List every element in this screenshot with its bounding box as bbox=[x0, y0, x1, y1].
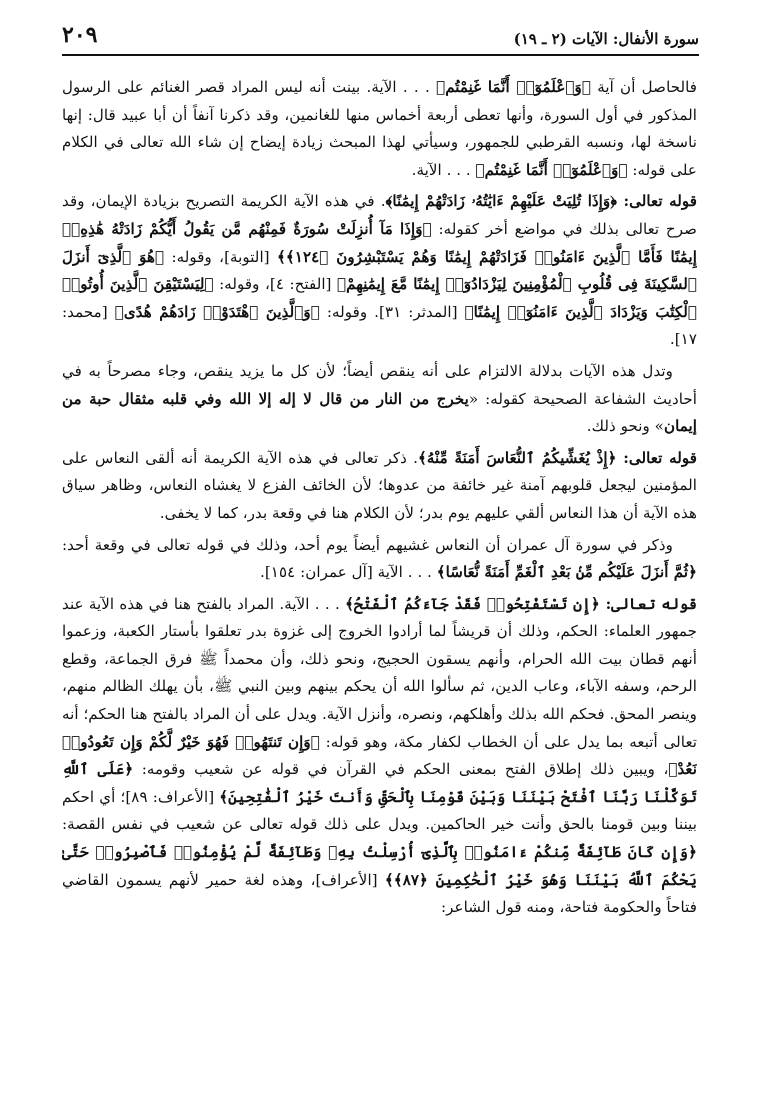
body-text: وذكر في سورة آل عمران أن النعاس غشيهم أيضاً يوم أحد، وذلك في قوله تعالى في وقعة أحد: bbox=[62, 535, 673, 554]
quran-quote: ﴿وَإِن كَانَ طَآئِفَةٌ مِّنكُمْ ءَامَنُوا۟ بِٱلَّذِىٓ أُرْسِلْتُ بِهِۦ وَطَآئِفَةٌ لَّمْ يُؤْمِنُوا۟ فَٱصْبِرُوا۟ حَتَّىٰ يَحْكُمَ ٱللَّهُ بَيْنَنَا وَهُوَ خَيْرُ ٱلْحَٰكِمِينَ ﴿٨٧﴾﴾ bbox=[62, 843, 697, 889]
body-text: . ذكر تعالى في هذه الآية الكريمة أنه ألقى النعاس على المؤمنين ليجعل قلوبهم آمنة غير خائفة من عدوها؛ لأن الخائف الفزع لا يغشاه النعاس، وظاهر سياق هذه الآية أن هذا النعاس ألقي عليهم يوم بدر؛ لأن الكلام هنا في وقعة بدر، كما لا يخفى. bbox=[62, 448, 697, 522]
page-number: ٢٠٩ bbox=[62, 22, 98, 48]
body-text: . . . الآية. bbox=[411, 160, 476, 179]
quran-quote: ﴿وَٱعْلَمُوٓا۟ أَنَّمَا غَنِمْتُم﴾ bbox=[436, 78, 591, 96]
quran-quote: ﴿لِيَسْتَيْقِنَ ٱلَّذِينَ أُوتُوا۟ ٱلْكِتَٰبَ وَيَزْدَادَ ٱلَّذِينَ ءَامَنُوٓا۟ إِيمَٰنًا﴾ bbox=[62, 275, 697, 321]
quran-quote: ﴿ثُمَّ أَنزَلَ عَلَيْكُم مِّنۢ بَعْدِ ٱلْغَمِّ أَمَنَةً نُّعَاسًا﴾ bbox=[436, 563, 697, 582]
body-text: فالحاصل أن آية bbox=[590, 78, 697, 96]
verse-heading: قوله تعالى: bbox=[616, 192, 697, 211]
paragraph bbox=[62, 445, 697, 528]
page-header bbox=[62, 20, 699, 56]
body-text: [الأعراف]، وهذه لغة حمير لأنهم يسمون القاضي فتاحاً والحكومة فتاحة، ومنه قول الشاعر: bbox=[62, 870, 697, 917]
body-text: [الأعراف: ٨٩]؛ أي احكم بيننا وبين قومنا بالحق وأنت خير الحاكمين. ويدل على ذلك قوله تعالى عن شعيب في نفس القصة: bbox=[62, 787, 697, 834]
running-title: سورة الأنفال: الآيات (٢ ـ ١٩) bbox=[513, 30, 699, 48]
quran-quote: ﴿وَٱعْلَمُوٓا۟ أَنَّمَا غَنِمْتُم﴾ bbox=[475, 160, 628, 179]
body-text: وتدل هذه الآيات بدلالة الالتزام على أنه ينقص أيضاً؛ لأن كل ما يزيد ينقص، وجاء مصرحاً به في أحاديث الشفاعة الصحيحة كقوله: « bbox=[62, 361, 697, 408]
paragraph bbox=[62, 74, 697, 184]
quran-quote: ﴿وَٱلَّذِينَ ٱهْتَدَوْا۟ زَادَهُمْ هُدًى﴾ bbox=[114, 302, 320, 321]
body-text: [التوبة]، وقوله: bbox=[164, 247, 277, 266]
hadith-quote: يخرج من النار من قال لا إله إلا الله وفي قلبه مثقال حبة من إيمان bbox=[62, 389, 697, 436]
body-text: » ونحو ذلك. bbox=[586, 417, 664, 436]
quran-quote: ﴿وَإِن تَنتَهُوا۟ فَهُوَ خَيْرٌ لَّكُمْ وَإِن تَعُودُوا۟ نَعُدْ﴾ bbox=[62, 732, 697, 779]
quran-quote: ﴿وَإِذَا تُلِيَتْ عَلَيْهِمْ ءَايَٰتُهُۥ زَادَتْهُمْ إِيمَٰنًا﴾ bbox=[385, 192, 617, 211]
quran-quote: ﴿عَلَى ٱللَّهِ تَوَكَّلْنَا رَبَّنَا ٱفْتَحْ بَيْنَنَا وَبَيْنَ قَوْمِنَا بِٱلْحَقِّ وَأَنتَ خَيْرُ ٱلْفَٰتِحِينَ﴾ bbox=[62, 760, 697, 806]
quran-quote: ﴿وَإِذَا مَآ أُنزِلَتْ سُورَةٌ فَمِنْهُم مَّن يَقُولُ أَيُّكُمْ زَادَتْهُ هَٰذِهِۦٓ إِيمَٰنًا فَأَمَّا ٱلَّذِينَ ءَامَنُوا۟ فَزَادَتْهُمْ إِيمَٰنًا وَهُمْ يَسْتَبْشِرُونَ ﴿١٢٤﴾﴾ bbox=[62, 219, 697, 266]
body-text: . . . الآية. بينت أنه ليس المراد قصر الغنائم على الرسول المذكور في أول السورة، وأنها تعطى أربعة أخماس منها للغانمين، وقد ذكرنا آنفاً أن أبا عبيد قال: إنها ناسخة لها، ونسبه القرطبي للجمهور، وسيأتي لهذا المبحث زيادة إيضاح إن شاء الله تعالى في الكلام على قوله: bbox=[62, 78, 697, 179]
body-text: . . . الآية [آل عمران: ١٥٤]. bbox=[260, 563, 437, 582]
body-text: [الفتح: ٤]، وقوله: bbox=[213, 275, 337, 294]
body-text: [محمد: ١٧]. bbox=[62, 302, 697, 349]
body-text: ، ويبين ذلك إطلاق الفتح بمعنى الحكم في القرآن في قوله عن شعيب وقومه: bbox=[133, 760, 669, 779]
quran-quote: ﴿هُوَ ٱلَّذِىٓ أَنزَلَ ٱلسَّكِينَةَ فِى قُلُوبِ ٱلْمُؤْمِنِينَ لِيَزْدَادُوٓا۟ إِيمَٰنًا مَّعَ إِيمَٰنِهِمْ﴾ bbox=[62, 247, 697, 294]
body-text: [المدثر: ٣١]. وقوله: bbox=[319, 302, 465, 321]
page-body bbox=[62, 74, 697, 1085]
paragraph bbox=[62, 532, 697, 587]
quran-quote: ﴿إِذْ يُغَشِّيكُمُ ٱلنُّعَاسَ أَمَنَةً مِّنْهُ﴾ bbox=[417, 448, 617, 467]
quran-quote: ﴿إِن تَسْتَفْتِحُوا۟ فَقَدْ جَآءَكُمُ ٱلْفَتْحُ﴾ bbox=[345, 594, 600, 613]
paragraph bbox=[62, 591, 697, 922]
paragraph bbox=[62, 358, 697, 441]
body-text: . في هذه الآية الكريمة التصريح بزيادة الإيمان، وقد صرح تعالى بذلك في مواضع أخر كقوله: bbox=[62, 192, 697, 238]
verse-heading: قوله تعالى: bbox=[599, 594, 697, 613]
paragraph bbox=[62, 188, 697, 354]
verse-heading: قوله تعالى: bbox=[616, 448, 697, 467]
body-text: . . . الآية. المراد بالفتح هنا في هذه الآية عند جمهور العلماء: الحكم، وذلك أن قريشاً لما أرادوا الخروج إلى غزوة بدر تعلقوا بأستار الكعبة، وزعموا أنهم قطان بيت الله الحرام، وأنهم يسقون الحجيج، ونحو ذلك، وأن محمداً ﷺ فرق الجماعة، وقطع الرحم، وسفه الآباء، وعاب الدين، ثم سألوا الله أن يحكم بينهم وبين النبي ﷺ، بأن يهلك الظالم منهم، وينصر المحق. فحكم الله بذلك وأهلكهم، ونصره، وأنزل الآية. ويدل على أن المراد بالفتح هنا الحكم؛ أنه تعالى أتبعه بما يدل على أن الخطاب لكفار مكة، وهو قوله: bbox=[62, 594, 697, 751]
